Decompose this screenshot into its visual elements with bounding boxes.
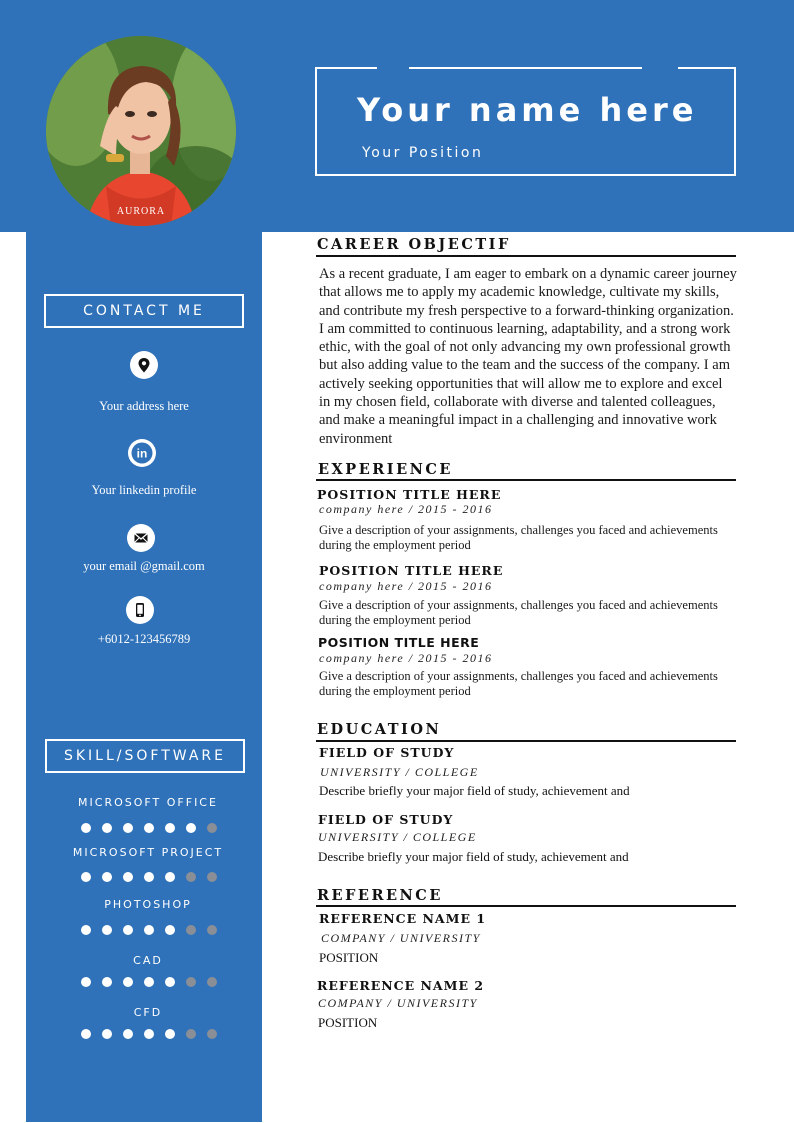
rating-dot-empty (186, 1029, 196, 1039)
job-title: POSITION TITLE HERE (319, 563, 504, 578)
name-box (315, 67, 736, 176)
rating-dot-empty (207, 977, 217, 987)
rating-dot-filled (123, 1029, 133, 1039)
rating-dot-filled (165, 823, 175, 833)
address-text: Your address here (99, 399, 189, 413)
experience-title: EXPERIENCE (318, 461, 453, 478)
rating-dot-filled (81, 925, 91, 935)
field-of-study: FIELD OF STUDY (319, 745, 455, 760)
rating-dot-filled (123, 823, 133, 833)
education-title: EDUCATION (317, 721, 442, 738)
rating-dot-filled (81, 872, 91, 882)
contact-title: CONTACT ME (44, 294, 244, 328)
svg-text:in: in (136, 446, 148, 461)
rating-dot-filled (165, 977, 175, 987)
rating-dot-filled (165, 872, 175, 882)
rating-dot-empty (186, 872, 196, 882)
rating-dot-filled (123, 925, 133, 935)
school-name: UNIVERSITY / COLLEGE (318, 830, 477, 844)
rating-dot-filled (144, 925, 154, 935)
email-icon (127, 524, 155, 552)
rating-dot-filled (123, 977, 133, 987)
reference-position: POSITION (318, 1015, 378, 1030)
job-company: company here / 2015 - 2016 (319, 651, 493, 665)
reference-name: REFERENCE NAME 1 (319, 911, 487, 926)
rating-dot-filled (81, 977, 91, 987)
rating-dot-filled (123, 872, 133, 882)
job-company: company here / 2015 - 2016 (319, 579, 493, 593)
skill-name: CAD (133, 954, 163, 967)
rating-dot-filled (144, 977, 154, 987)
rating-dot-filled (102, 977, 112, 987)
rating-dot-filled (81, 1029, 91, 1039)
field-of-study: FIELD OF STUDY (318, 812, 454, 827)
skill-rating (81, 977, 228, 989)
rating-dot-filled (165, 1029, 175, 1039)
email-text: your email @gmail.com (83, 559, 205, 573)
position-subtitle: Your Position (362, 145, 484, 161)
reference-company: COMPANY / UNIVERSITY (318, 996, 478, 1010)
section-rule (316, 479, 736, 481)
location-pin-icon (130, 351, 158, 379)
skill-name: CFD (133, 1006, 163, 1019)
skill-name: MICROSOFT PROJECT (72, 846, 224, 859)
job-company: company here / 2015 - 2016 (319, 502, 493, 516)
skill-rating (81, 925, 228, 937)
job-title: POSITION TITLE HERE (317, 487, 502, 502)
school-name: UNIVERSITY / COLLEGE (320, 765, 479, 779)
reference-name: REFERENCE NAME 2 (317, 978, 485, 993)
section-rule (316, 905, 736, 907)
profile-photo (46, 36, 236, 226)
skill-name: MICROSOFT OFFICE (78, 796, 218, 809)
rating-dot-filled (144, 823, 154, 833)
rating-dot-filled (102, 872, 112, 882)
rating-dot-filled (186, 823, 196, 833)
skill-rating (81, 1029, 228, 1041)
reference-title: REFERENCE (317, 887, 443, 904)
phone-text: +6012-123456789 (97, 632, 191, 646)
linkedin-text: Your linkedin profile (91, 483, 197, 497)
rating-dot-filled (144, 1029, 154, 1039)
rating-dot-empty (207, 823, 217, 833)
rating-dot-filled (102, 1029, 112, 1039)
rating-dot-empty (207, 872, 217, 882)
rating-dot-empty (207, 1029, 217, 1039)
job-title: POSITION TITLE HERE (318, 635, 480, 650)
frame-notch (377, 66, 409, 69)
rating-dot-filled (144, 872, 154, 882)
photo-caption: AURORA (116, 206, 166, 217)
education-description: Describe briefly your major field of study, achievement and (318, 849, 629, 864)
rating-dot-filled (165, 925, 175, 935)
skill-rating (81, 823, 228, 835)
linkedin-icon (128, 439, 156, 467)
portrait-illustration (46, 36, 236, 226)
reference-position: POSITION (319, 950, 379, 965)
rating-dot-filled (102, 823, 112, 833)
name-heading: Your name here (357, 91, 698, 129)
rating-dot-empty (186, 977, 196, 987)
job-description: Give a description of your assignments, challenges you faced and achievements during the employment period (319, 523, 718, 552)
rating-dot-empty (186, 925, 196, 935)
education-description: Describe briefly your major field of study, achievement and (319, 783, 630, 798)
skill-title: SKILL/SOFTWARE (45, 739, 245, 773)
job-description: Give a description of your assignments, challenges you faced and achievements during the employment period (319, 669, 718, 698)
phone-icon (126, 596, 154, 624)
reference-company: COMPANY / UNIVERSITY (321, 931, 481, 945)
skill-rating (81, 872, 228, 884)
career-text: As a recent graduate, I am eager to embark on a dynamic career journey that allows me to apply my academic knowledge, cultivate my skills, and contribute my fresh perspective to a forward-thinking organization. I am committed to continuous learning, adaptability, and a strong work ethic, with the goal of not only advancing my own professional growth but also adding value to the team and the success of the company. I am actively seeking opportunities that will allow me to explore and excel in my chosen field, collaborate with diverse and talented colleagues, and make a meaningful impact in a challenging and innovative work environment (319, 266, 737, 447)
section-rule (316, 740, 736, 742)
section-rule (316, 255, 736, 257)
rating-dot-empty (207, 925, 217, 935)
rating-dot-filled (81, 823, 91, 833)
career-title: CAREER OBJECTIF (317, 236, 511, 253)
job-description: Give a description of your assignments, challenges you faced and achievements during the employment period (319, 598, 718, 627)
skill-name: PHOTOSHOP (104, 898, 192, 911)
frame-notch (642, 66, 678, 69)
rating-dot-filled (102, 925, 112, 935)
